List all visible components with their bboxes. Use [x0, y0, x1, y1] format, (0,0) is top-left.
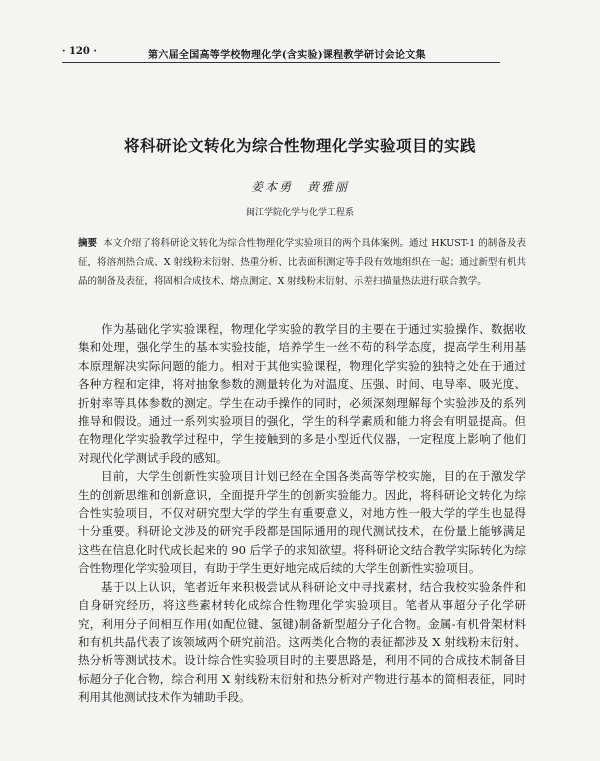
affiliation: 闽江学院化学与化学工程系 — [245, 208, 354, 218]
authors: 姜本勇 黄雅丽 — [250, 180, 349, 194]
paragraph: 基于以上认识，笔者近年来积极尝试从科研论文中寻找素材，结合我校实验条件和自身研究经历，将这些素材转化成综合性物理化学实验项目。笔者从事超分子化学研究，利用分子间相互作用(如配位键、氢键)制备新型超分子化合物。金属-有机骨架材料和有机共晶代表了该领域两个研究前沿。这两类化合物的表征都涉及 X 射线粉末衍射、热分析等测试技术。设计综合性实验项目时的主要思路是，利用不同的合成技术制备目标超分子化合物，综合利用 X 射线粉末衍射和热分析对产物进行基本的简相表征，同时利用其他测试技术作为辅助手段。 — [78, 579, 526, 705]
journal-title: 第六届全国高等学校物理化学(含实验)课程教学研讨会论文集 — [148, 50, 426, 61]
abstract — [78, 234, 526, 291]
abstract-text: 本文介绍了将科研论文转化为综合性物理化学实验项目的两个具体案例。通过 HKUST-1 的制备及表征，将溶剂热合成、X 射线粉末衍射、热重分析、比表面积测定等手段有效地组织在一起；通过新型有机共晶的制备及表征，将固相合成技术、熔点测定、X 射线粉末衍射、示差扫描量热法进行联合教学。 — [78, 238, 526, 287]
paragraph: 目前，大学生创新性实验项目计划已经在全国各类高等学校实施，目的在于激发学生的创新思维和创新意识，全面提升学生的创新实验能力。因此，将科研论文转化为综合性实验项目，不仅对研究型大学的学生有重要意义，对地方性一般大学的学生也显得十分重要。科研论文涉及的研究手段都是国际通用的现代测试技术，在份量上能够满足这些在信息化时代成长起来的 90 后学子的求知欲望。将科研论文结合教学实际转化为综合性物理化学实验项目，有助于学生更好地完成后续的大学生创新性实验项目。 — [78, 469, 526, 576]
abstract-label: 摘要 — [78, 238, 98, 249]
paragraph: 作为基础化学实验课程，物理化学实验的教学目的主要在于通过实验操作、数据收集和处理，强化学生的基本实验技能，培养学生一丝不苟的科学态度，提高学生利用基本原理解决实际问题的能力。相对于其他实验课程，物理化学实验的独特之处在于通过各种方程和定律，将对抽象参数的测量转化为对温度、压强、时间、电导率、吸光度、折射率等具体参数的测定。学生在动手操作的同时，必须深刻理解每个实验涉及的系列推导和假设。通过一系列实验项目的强化，学生的科学素质和能力将会有明显提高。但在物理化学实验教学过程中，学生接触到的多是小型近代仪器，一定程度上影响了他们对现代化学测试手段的感知。 — [78, 322, 526, 465]
running-header — [62, 42, 500, 63]
paper-title: 将科研论文转化为综合性物理化学实验项目的实践 — [123, 137, 476, 155]
body-text — [78, 320, 526, 707]
page-number: · 120 · — [62, 46, 97, 57]
